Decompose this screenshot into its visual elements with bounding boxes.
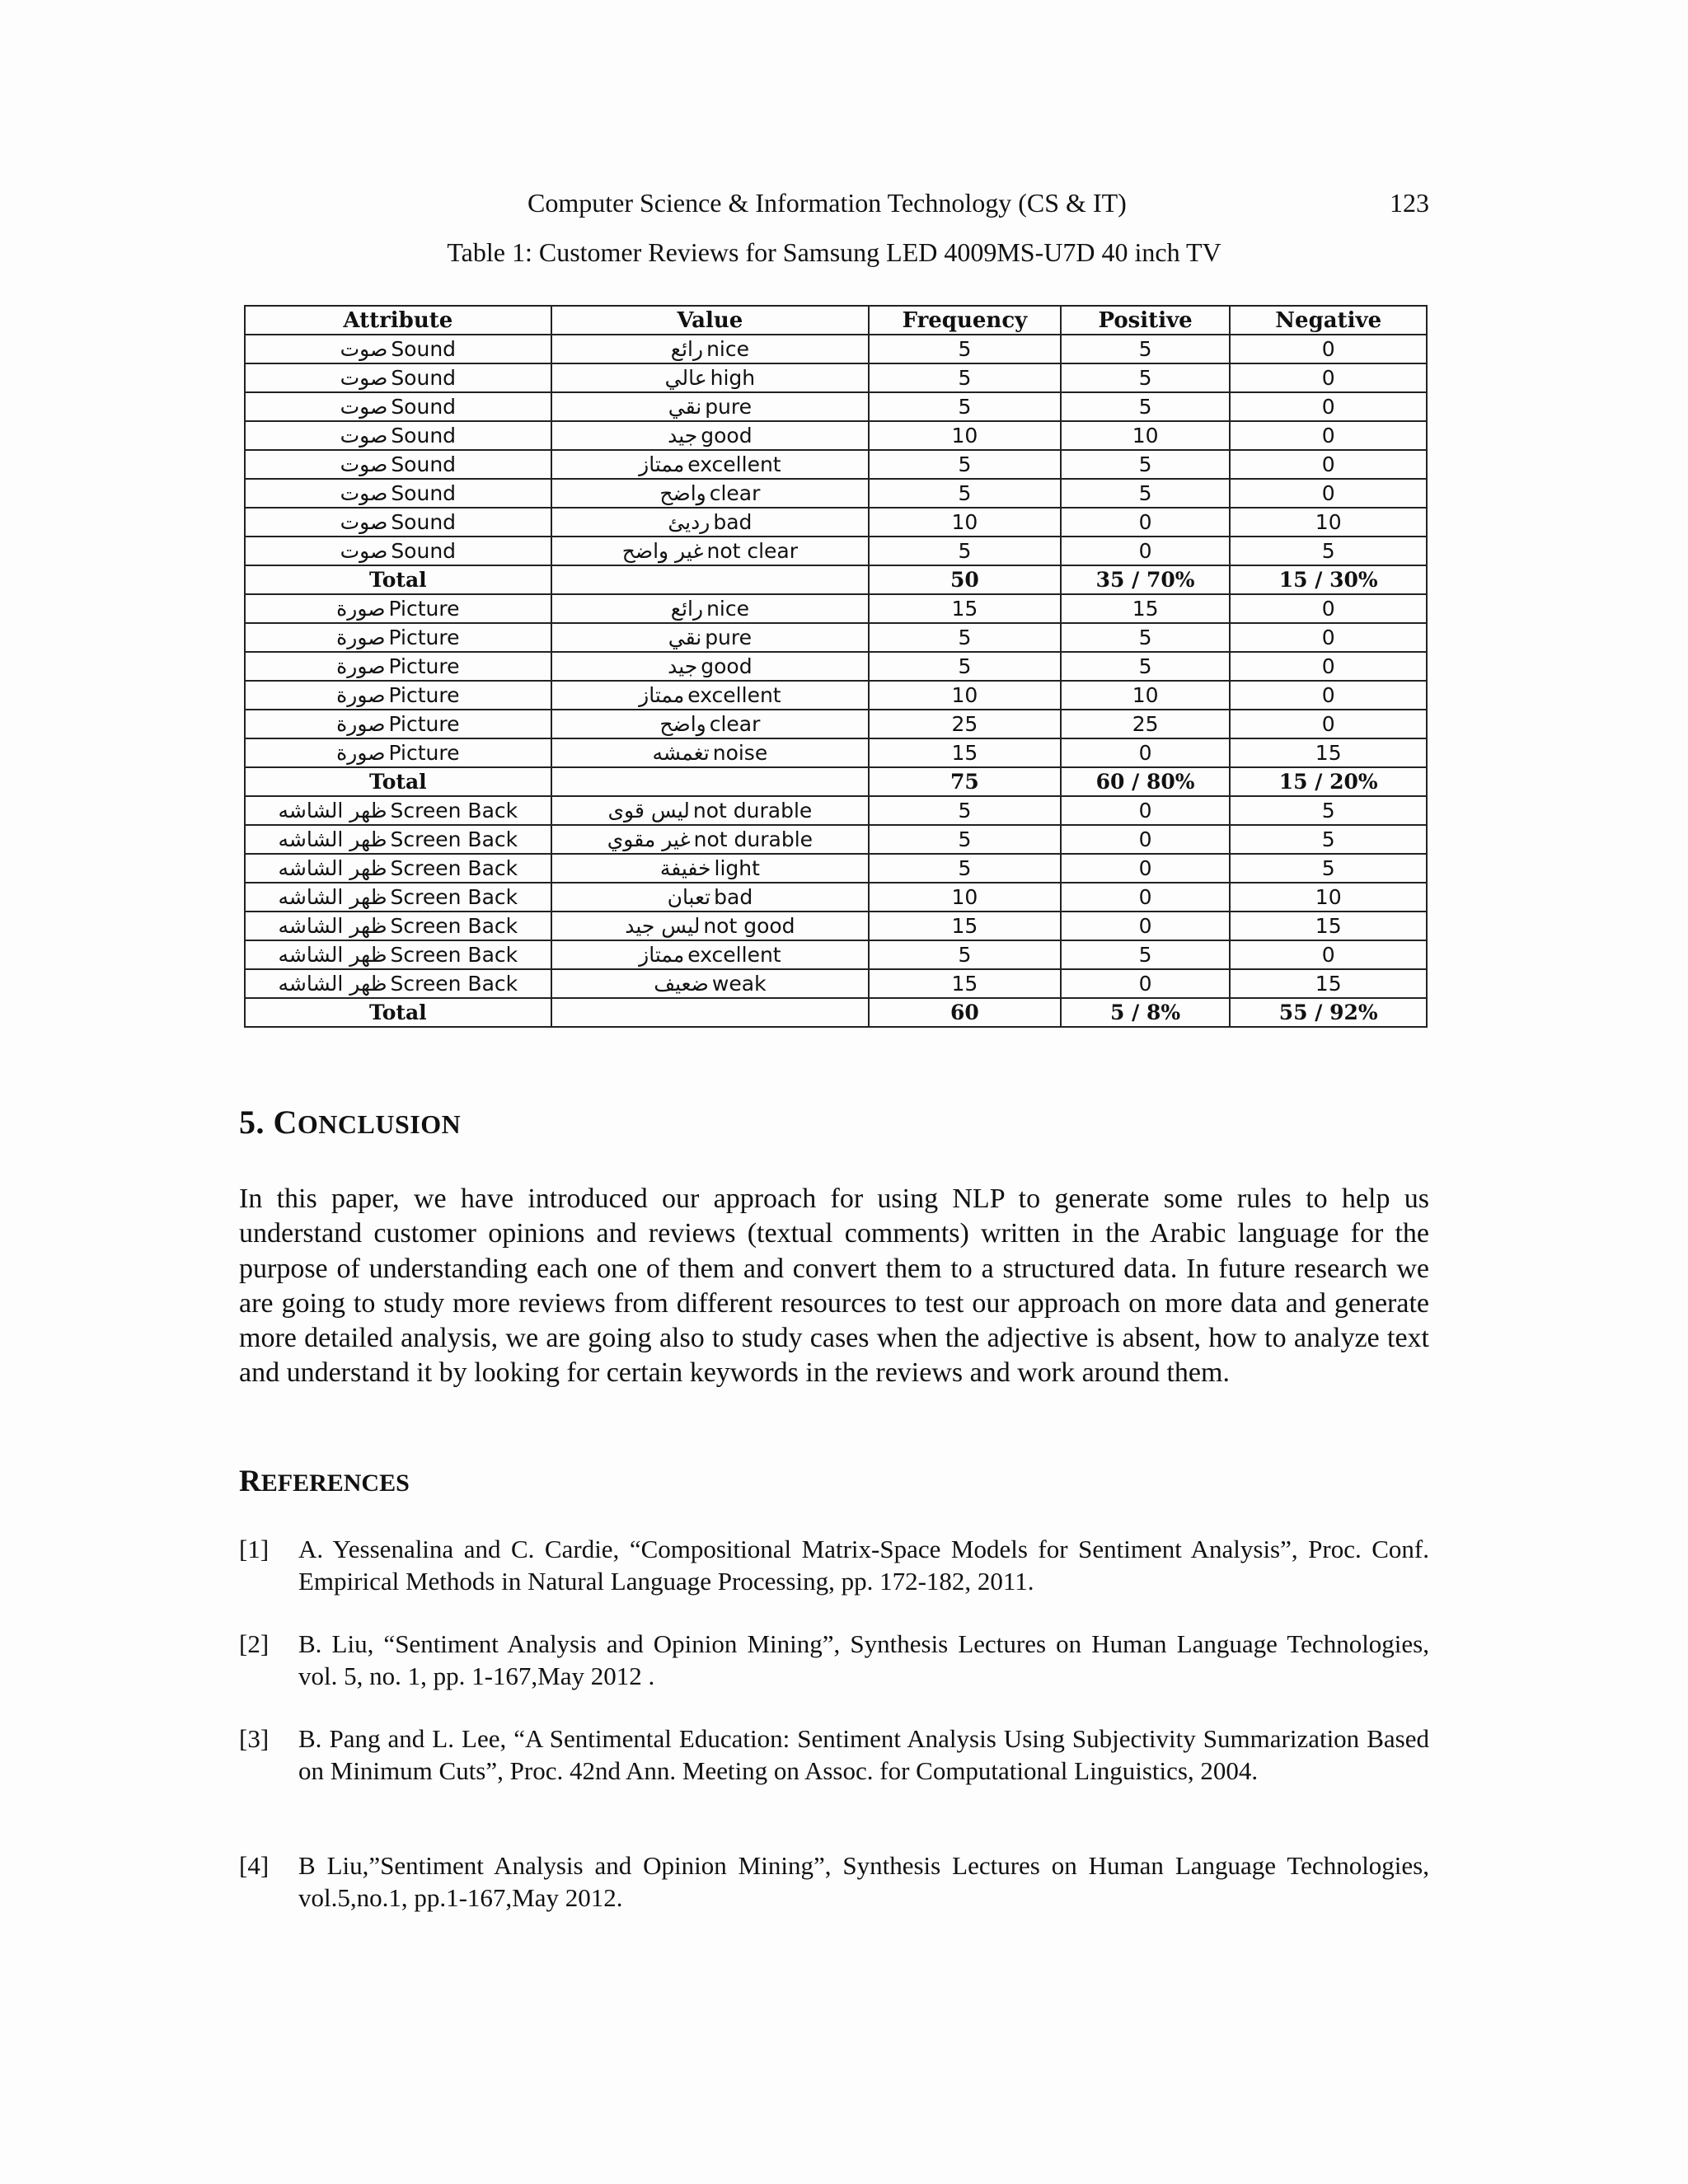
- attribute-arabic: ظهر الشاشه: [278, 943, 387, 967]
- value-english: good: [701, 424, 753, 448]
- positive-cell: 0: [1061, 537, 1231, 565]
- attribute-arabic: ظهر الشاشه: [278, 972, 387, 996]
- frequency-cell: 15: [869, 738, 1061, 767]
- value-cell: [551, 796, 869, 825]
- value-cell: [551, 508, 869, 537]
- positive-cell: 5: [1061, 940, 1231, 969]
- reference-text: B. Pang and L. Lee, “A Sentimental Education: Sentiment Analysis Using Subjectivity Summarization Based on Minimum Cuts”, Proc. 42nd Ann. Meeting on Assoc. for Computational Linguistics, 2004.: [298, 1724, 1429, 1785]
- attribute-cell: [245, 450, 551, 479]
- conclusion-heading: [239, 1103, 461, 1141]
- table-row: [245, 421, 1427, 450]
- value-arabic: ممتاز: [639, 943, 685, 967]
- table-row: [245, 681, 1427, 710]
- value-arabic: نقي: [668, 395, 702, 419]
- attribute-cell: [245, 912, 551, 940]
- positive-cell: 0: [1061, 508, 1231, 537]
- table-row: [245, 479, 1427, 508]
- attribute-cell: [245, 479, 551, 508]
- positive-cell: 0: [1061, 883, 1231, 912]
- total-label: Total: [245, 998, 551, 1027]
- attribute-cell: [245, 335, 551, 363]
- value-arabic: نقي: [668, 626, 702, 649]
- attribute-english: Screen Back: [390, 914, 518, 938]
- attribute-english: Picture: [388, 626, 460, 649]
- value-cell: [551, 363, 869, 392]
- frequency-cell: 5: [869, 392, 1061, 421]
- value-arabic: ليس قوى: [607, 799, 690, 823]
- value-english: clear: [709, 712, 761, 736]
- positive-cell: 5: [1061, 363, 1231, 392]
- positive-cell: 0: [1061, 969, 1231, 998]
- value-cell: [551, 335, 869, 363]
- attribute-cell: [245, 738, 551, 767]
- positive-cell: 25: [1061, 710, 1231, 738]
- attribute-english: Picture: [388, 741, 460, 765]
- table-row: [245, 883, 1427, 912]
- frequency-cell: 5: [869, 537, 1061, 565]
- value-cell: [551, 594, 869, 623]
- attribute-arabic: صورة: [336, 597, 386, 621]
- reference-text: B. Liu, “Sentiment Analysis and Opinion Mining”, Synthesis Lectures on Human Language Technologies, vol. 5, no. 1, pp. 1-167,May 2012 .: [298, 1629, 1429, 1690]
- negative-cell: 0: [1230, 681, 1427, 710]
- value-arabic: رديئ: [668, 510, 710, 534]
- attribute-arabic: صوت: [340, 539, 388, 563]
- value-arabic: رائع: [670, 597, 704, 621]
- frequency-cell: 25: [869, 710, 1061, 738]
- value-cell: [551, 392, 869, 421]
- references-title-initial: R: [239, 1465, 261, 1498]
- attribute-cell: [245, 392, 551, 421]
- value-cell: [551, 479, 869, 508]
- positive-cell: 0: [1061, 912, 1231, 940]
- attribute-english: Sound: [391, 395, 457, 419]
- attribute-cell: [245, 710, 551, 738]
- table-row: [245, 738, 1427, 767]
- value-english: pure: [705, 626, 753, 649]
- attribute-arabic: ظهر الشاشه: [278, 856, 387, 880]
- value-english: not good: [703, 914, 795, 938]
- frequency-cell: 5: [869, 450, 1061, 479]
- negative-cell: 0: [1230, 450, 1427, 479]
- table-row: [245, 912, 1427, 940]
- attribute-english: Screen Back: [390, 885, 518, 909]
- attribute-arabic: صوت: [340, 510, 388, 534]
- attribute-cell: [245, 623, 551, 652]
- value-cell: [551, 969, 869, 998]
- negative-cell: 0: [1230, 652, 1427, 681]
- positive-cell: 5: [1061, 479, 1231, 508]
- value-english: bad: [714, 885, 753, 909]
- frequency-cell: 15: [869, 969, 1061, 998]
- frequency-cell: 5: [869, 363, 1061, 392]
- attribute-english: Picture: [388, 712, 460, 736]
- positive-cell: 5: [1061, 392, 1231, 421]
- value-english: light: [714, 856, 760, 880]
- table-row: [245, 854, 1427, 883]
- attribute-arabic: صورة: [336, 712, 386, 736]
- value-english: weak: [711, 972, 767, 996]
- attribute-english: Screen Back: [390, 827, 518, 851]
- frequency-cell: 5: [869, 796, 1061, 825]
- value-english: excellent: [687, 943, 781, 967]
- conclusion-number: 5.: [239, 1104, 274, 1141]
- negative-cell: 5: [1230, 537, 1427, 565]
- value-cell: [551, 537, 869, 565]
- value-arabic: غير واضح: [621, 539, 704, 563]
- attribute-arabic: ظهر الشاشه: [278, 799, 387, 823]
- value-arabic: ممتاز: [639, 452, 685, 476]
- negative-cell: 15 / 30%: [1230, 565, 1427, 594]
- reference-item: [239, 1533, 1429, 1597]
- attribute-english: Sound: [391, 539, 457, 563]
- attribute-english: Picture: [388, 597, 460, 621]
- value-cell: [551, 421, 869, 450]
- conclusion-title-rest: ONCLUSION: [297, 1109, 462, 1139]
- value-english: clear: [709, 481, 761, 505]
- negative-cell: 0: [1230, 392, 1427, 421]
- value-cell: [551, 450, 869, 479]
- negative-cell: 0: [1230, 623, 1427, 652]
- attribute-cell: [245, 537, 551, 565]
- table-row: [245, 392, 1427, 421]
- positive-cell: 0: [1061, 854, 1231, 883]
- attribute-cell: [245, 421, 551, 450]
- attribute-arabic: صوت: [340, 452, 388, 476]
- table-row: [245, 537, 1427, 565]
- reference-item: [239, 1722, 1429, 1787]
- table-header-row: [245, 306, 1427, 335]
- positive-cell: 0: [1061, 825, 1231, 854]
- value-arabic: جيد: [668, 424, 698, 448]
- total-row: [245, 565, 1427, 594]
- frequency-cell: 5: [869, 335, 1061, 363]
- table-row: [245, 796, 1427, 825]
- attribute-arabic: صورة: [336, 626, 386, 649]
- value-arabic: رائع: [670, 337, 704, 361]
- frequency-cell: 5: [869, 854, 1061, 883]
- column-header-attribute: Attribute: [245, 306, 551, 335]
- negative-cell: 0: [1230, 363, 1427, 392]
- value-english: noise: [712, 741, 768, 765]
- total-row: [245, 767, 1427, 796]
- attribute-english: Sound: [391, 337, 457, 361]
- positive-cell: 0: [1061, 738, 1231, 767]
- table-row: [245, 623, 1427, 652]
- references-title-rest: EFERENCES: [260, 1469, 410, 1497]
- negative-cell: 5: [1230, 796, 1427, 825]
- reference-item: [239, 1628, 1429, 1692]
- value-cell: [551, 912, 869, 940]
- empty-cell: [551, 998, 869, 1027]
- conclusion-paragraph: In this paper, we have introduced our approach for using NLP to generate some rules to help us understand customer opinions and reviews (textual comments) written in the Arabic language for the purpose of understanding each one of them and convert them to a structured data. In future research we are going to study more reviews from different resources to test our approach on more data and generate more detailed analysis, we are going also to study cases when the adjective is absent, how to analyze text and understand it by looking for certain keywords in the reviews and work around them.: [239, 1183, 1429, 1389]
- frequency-cell: 5: [869, 623, 1061, 652]
- reference-item: [239, 1849, 1429, 1914]
- attribute-cell: [245, 508, 551, 537]
- table-caption: Table 1: Customer Reviews for Samsung LED 4009MS-U7D 40 inch TV: [447, 237, 1221, 267]
- table-row: [245, 450, 1427, 479]
- attribute-cell: [245, 363, 551, 392]
- reference-number: [2]: [239, 1629, 270, 1658]
- value-arabic: ضعيف: [654, 972, 709, 996]
- value-cell: [551, 623, 869, 652]
- negative-cell: 0: [1230, 940, 1427, 969]
- attribute-english: Screen Back: [390, 799, 518, 823]
- attribute-arabic: صورة: [336, 683, 386, 707]
- column-header-negative: Negative: [1230, 306, 1427, 335]
- table-row: [245, 969, 1427, 998]
- attribute-cell: [245, 969, 551, 998]
- negative-cell: 55 / 92%: [1230, 998, 1427, 1027]
- attribute-cell: [245, 652, 551, 681]
- attribute-english: Picture: [388, 654, 460, 678]
- attribute-english: Screen Back: [390, 943, 518, 967]
- attribute-arabic: صوت: [340, 337, 388, 361]
- frequency-cell: 5: [869, 940, 1061, 969]
- value-arabic: خفيفة: [659, 856, 711, 880]
- value-arabic: تغمشه: [652, 741, 710, 765]
- attribute-english: Picture: [388, 683, 460, 707]
- negative-cell: 0: [1230, 594, 1427, 623]
- value-english: not clear: [706, 539, 799, 563]
- attribute-english: Sound: [391, 510, 457, 534]
- frequency-cell: 15: [869, 594, 1061, 623]
- total-label: Total: [245, 565, 551, 594]
- value-arabic: غير مقوي: [607, 827, 691, 851]
- negative-cell: 10: [1230, 508, 1427, 537]
- value-english: good: [701, 654, 753, 678]
- table-row: [245, 594, 1427, 623]
- attribute-arabic: صوت: [340, 481, 388, 505]
- attribute-cell: [245, 883, 551, 912]
- negative-cell: 0: [1230, 421, 1427, 450]
- positive-cell: 5: [1061, 623, 1231, 652]
- running-title: Computer Science & Information Technology (CS & IT): [528, 188, 1127, 218]
- attribute-cell: [245, 681, 551, 710]
- conclusion-title-initial: C: [273, 1104, 298, 1141]
- attribute-arabic: صورة: [336, 654, 386, 678]
- value-cell: [551, 854, 869, 883]
- negative-cell: 15 / 20%: [1230, 767, 1427, 796]
- frequency-cell: 5: [869, 652, 1061, 681]
- empty-cell: [551, 767, 869, 796]
- value-english: nice: [706, 337, 749, 361]
- value-english: nice: [706, 597, 749, 621]
- value-arabic: جيد: [668, 654, 698, 678]
- value-english: not durable: [693, 827, 814, 851]
- value-cell: [551, 883, 869, 912]
- reference-text: B Liu,”Sentiment Analysis and Opinion Mining”, Synthesis Lectures on Human Language Technologies, vol.5,no.1, pp.1-167,May 2012.: [298, 1851, 1429, 1912]
- frequency-cell: 10: [869, 681, 1061, 710]
- negative-cell: 0: [1230, 479, 1427, 508]
- value-english: excellent: [687, 683, 781, 707]
- positive-cell: 15: [1061, 594, 1231, 623]
- attribute-arabic: صوت: [340, 424, 388, 448]
- positive-cell: 5 / 8%: [1061, 998, 1231, 1027]
- empty-cell: [551, 565, 869, 594]
- positive-cell: 5: [1061, 335, 1231, 363]
- attribute-arabic: ظهر الشاشه: [278, 827, 387, 851]
- attribute-cell: [245, 940, 551, 969]
- negative-cell: 5: [1230, 854, 1427, 883]
- frequency-cell: 60: [869, 998, 1061, 1027]
- column-header-frequency: Frequency: [869, 306, 1061, 335]
- frequency-cell: 75: [869, 767, 1061, 796]
- table-row: [245, 710, 1427, 738]
- reviews-table: [244, 305, 1428, 1028]
- frequency-cell: 10: [869, 421, 1061, 450]
- frequency-cell: 10: [869, 883, 1061, 912]
- value-cell: [551, 652, 869, 681]
- negative-cell: 0: [1230, 335, 1427, 363]
- table-row: [245, 825, 1427, 854]
- table-body: [245, 335, 1427, 1027]
- attribute-cell: [245, 796, 551, 825]
- value-english: bad: [713, 510, 753, 534]
- value-arabic: واضح: [659, 481, 706, 505]
- frequency-cell: 5: [869, 825, 1061, 854]
- positive-cell: 5: [1061, 450, 1231, 479]
- attribute-arabic: ظهر الشاشه: [278, 914, 387, 938]
- value-cell: [551, 710, 869, 738]
- attribute-arabic: صورة: [336, 741, 386, 765]
- attribute-cell: [245, 594, 551, 623]
- attribute-english: Sound: [391, 366, 457, 390]
- negative-cell: 10: [1230, 883, 1427, 912]
- total-label: Total: [245, 767, 551, 796]
- references-heading: [239, 1464, 410, 1499]
- positive-cell: 5: [1061, 652, 1231, 681]
- frequency-cell: 5: [869, 479, 1061, 508]
- value-english: high: [710, 366, 756, 390]
- attribute-english: Screen Back: [390, 972, 518, 996]
- frequency-cell: 10: [869, 508, 1061, 537]
- value-english: pure: [705, 395, 753, 419]
- attribute-arabic: صوت: [340, 395, 388, 419]
- column-header-value: Value: [551, 306, 869, 335]
- table-row: [245, 940, 1427, 969]
- positive-cell: 10: [1061, 421, 1231, 450]
- value-english: excellent: [687, 452, 781, 476]
- value-cell: [551, 738, 869, 767]
- attribute-arabic: صوت: [340, 366, 388, 390]
- attribute-arabic: ظهر الشاشه: [278, 885, 387, 909]
- value-cell: [551, 681, 869, 710]
- negative-cell: 15: [1230, 912, 1427, 940]
- reference-number: [4]: [239, 1851, 270, 1880]
- total-row: [245, 998, 1427, 1027]
- attribute-cell: [245, 825, 551, 854]
- attribute-english: Sound: [391, 424, 457, 448]
- negative-cell: 15: [1230, 969, 1427, 998]
- value-arabic: ممتاز: [639, 683, 685, 707]
- attribute-english: Sound: [391, 452, 457, 476]
- reference-text: A. Yessenalina and C. Cardie, “Compositional Matrix-Space Models for Sentiment Analysis”, Proc. Conf. Empirical Methods in Natural Language Processing, pp. 172-182, 2011.: [298, 1535, 1429, 1596]
- frequency-cell: 50: [869, 565, 1061, 594]
- attribute-english: Screen Back: [390, 856, 518, 880]
- negative-cell: 5: [1230, 825, 1427, 854]
- positive-cell: 0: [1061, 796, 1231, 825]
- value-arabic: تعبان: [667, 885, 711, 909]
- value-english: not durable: [692, 799, 813, 823]
- value-cell: [551, 825, 869, 854]
- negative-cell: 15: [1230, 738, 1427, 767]
- positive-cell: 10: [1061, 681, 1231, 710]
- column-header-positive: Positive: [1061, 306, 1231, 335]
- reference-number: [3]: [239, 1724, 270, 1753]
- positive-cell: 60 / 80%: [1061, 767, 1231, 796]
- table-row: [245, 508, 1427, 537]
- negative-cell: 0: [1230, 710, 1427, 738]
- table-row: [245, 335, 1427, 363]
- reference-number: [1]: [239, 1535, 270, 1563]
- value-arabic: عالي: [664, 366, 707, 390]
- positive-cell: 35 / 70%: [1061, 565, 1231, 594]
- table-row: [245, 652, 1427, 681]
- value-cell: [551, 940, 869, 969]
- table-row: [245, 363, 1427, 392]
- attribute-cell: [245, 854, 551, 883]
- value-arabic: واضح: [659, 712, 706, 736]
- attribute-english: Sound: [391, 481, 457, 505]
- page-number: 123: [1390, 188, 1429, 218]
- frequency-cell: 15: [869, 912, 1061, 940]
- value-arabic: ليس جيد: [625, 914, 701, 938]
